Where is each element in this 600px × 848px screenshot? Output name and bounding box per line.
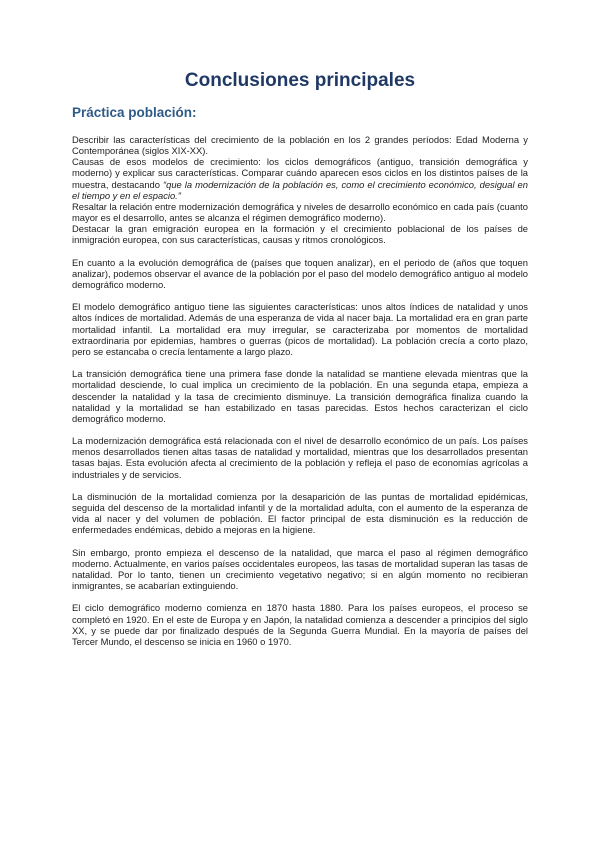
- paragraph-mortality: La disminución de la mortalidad comienza por la desaparición de las puntas de mortalidad epidémicas, seguida del descenso de la mortalidad infantil y de la mortalidad adulta, con el aumento de la esperanza de vida al nacer y del volumen de población. El factor principal de esta disminución es la reducción de enfermedades endémicas, debido a mejoras en la higiene.: [72, 490, 528, 536]
- paragraph-transition: La transición demográfica tiene una primera fase donde la natalidad se mantiene elevada mientras que la mortalidad desciende, lo cual implica un crecimiento de la población. En una segunda etapa, empieza a descender la natalidad y la tasa de crecimiento disminuye. La transición demográfica finaliza cuando la natalidad y la mortalidad se han estabilizado en tasas parecidas. Estos hechos caracterizan el ciclo demográfico moderno.: [72, 368, 528, 424]
- paragraph-intro: En cuanto a la evolución demográfica de (países que toquen analizar), en el periodo de (años que toquen analizar), podemos observar el avance de la población por el paso del modelo demográfico antiguo al modelo demográfico moderno.: [72, 256, 528, 291]
- objective-2: [72, 156, 528, 201]
- section-subtitle: Práctica población:: [72, 105, 197, 120]
- objective-4: Destacar la gran emigración europea en la formación y el crecimiento poblacional de los países de inmigración europea, con sus características, causas y ritmos cronológicos.: [72, 223, 528, 246]
- paragraph-ancient-model: El modelo demográfico antiguo tiene las siguientes características: unos altos índices de natalidad y unos altos índices de mortalidad. Además de una esperanza de vida al nacer baja. La mortalidad era en gran parte mortalidad infantil. La mortalidad era muy irregular, se caracterizaba por momentos de mortalidad extraordinaria por epidemias, hambres o guerras (picos de mortalidad). La población crecía a corto plazo, pero se estancaba o crecía lentamente a largo plazo.: [72, 301, 528, 357]
- page-title: Conclusiones principales: [184, 70, 416, 91]
- objective-2-quote: “que la modernización de la población es, como el crecimiento económico, desigual en el tiempo y en el espacio.”: [72, 178, 528, 201]
- document-body: [72, 134, 528, 658]
- paragraph-modern-cycle: El ciclo demográfico moderno comienza en 1870 hasta 1880. Para los países europeos, el proceso se completó en 1920. En el este de Europa y en Japón, la natalidad comienza a descender a principios del siglo XX, y se puede dar por finalizado después de la Segunda Guerra Mundial. En la mayoría de países del Tercer Mundo, el descenso se inicia en 1960 o 1970.: [72, 602, 528, 647]
- paragraph-modernization: La modernización demográfica está relacionada con el nivel de desarrollo económico de un país. Los países menos desarrollados tienen altas tasas de natalidad y mortalidad, mientras que los desarrollados presentan tasas bajas. Esta evolución afecta al crecimiento de la población y refleja el paso de economías agrícolas a industriales y de servicios.: [72, 435, 528, 480]
- objective-3: Resaltar la relación entre modernización demográfica y niveles de desarrollo económico en cada país (cuanto mayor es el desarrollo, antes se alcanza el régimen demográfico moderno).: [72, 200, 528, 224]
- objectives-list: [72, 134, 528, 246]
- objective-2-text: Causas de esos modelos de crecimiento: los ciclos demográficos (antiguo, transición demográfica y moderno) y explicar sus características. Comparar cuándo aparecen esos ciclos en los distintos países de la muestra, destacando: [72, 156, 528, 190]
- objective-1: Describir las características del crecimiento de la población en los 2 grandes períodos: Edad Moderna y Contemporánea (siglos XIX-XX).: [72, 134, 528, 157]
- paragraph-natality: Sin embargo, pronto empieza el descenso de la natalidad, que marca el paso al régimen demográfico moderno. Actualmente, en varios países occidentales europeos, las tasas de mortalidad superan las tasas de natalidad. Por lo tanto, tienen un crecimiento vegetativo negativo; si en algún momento no recibieran inmigrantes, se acabarían extinguiendo.: [72, 546, 528, 592]
